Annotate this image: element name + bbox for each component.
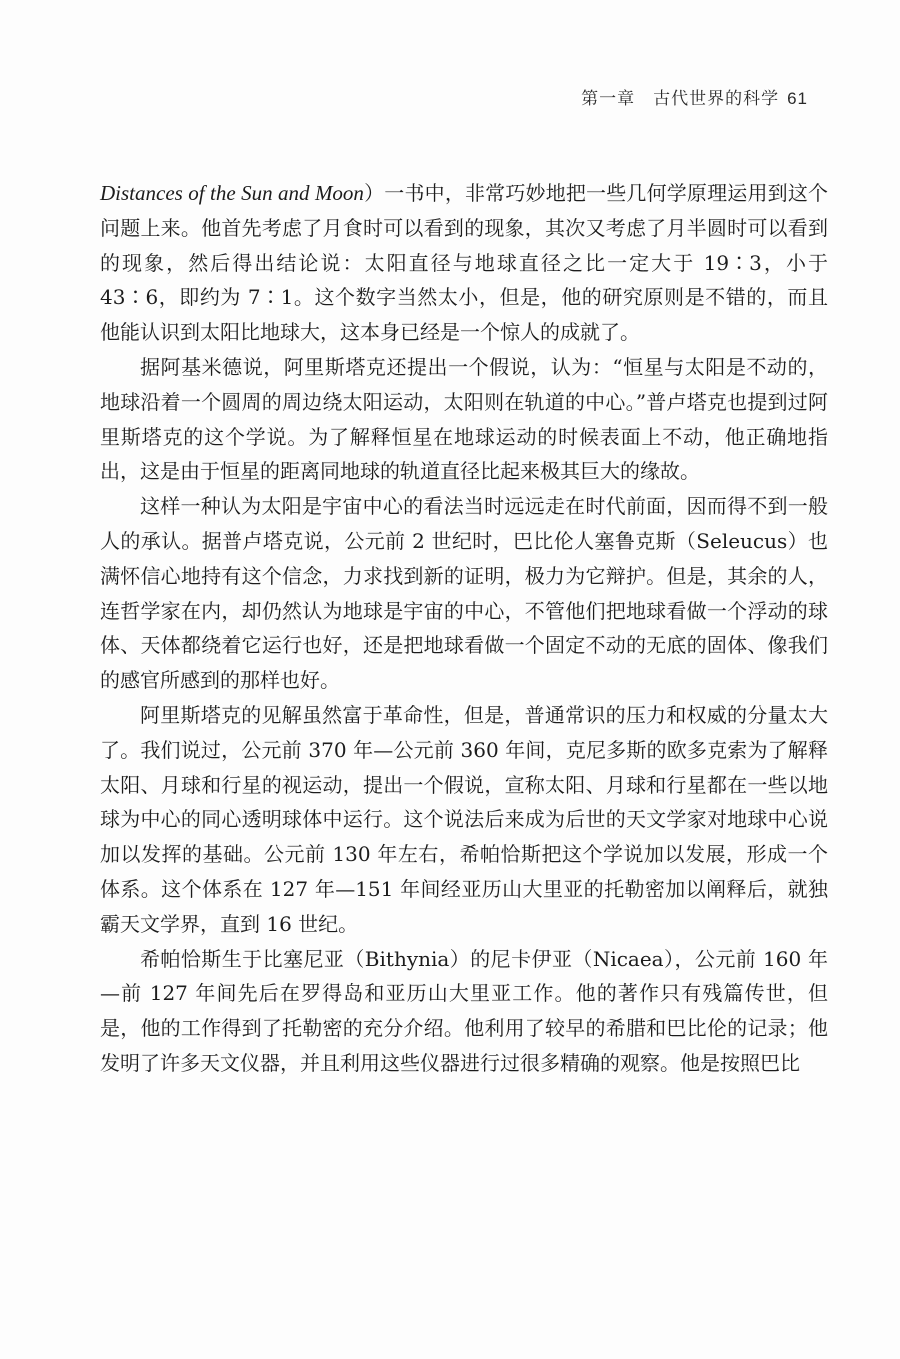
chapter-title: 古代世界的科学: [653, 89, 780, 109]
page-number: 61: [787, 89, 808, 108]
paragraph-3: 这样一种认为太阳是宇宙中心的看法当时远远走在时代前面，因而得不到一般人的承认。据普卢塔克说，公元前 2 世纪时，巴比伦人塞鲁克斯（Seleucus）也满怀信心地持有这个信念，力求找到新的证明，极力为它辩护。但是，其余的人，连哲学家在内，却仍然认为地球是宇宙的中心，不管他们把地球看做一个浮动的球体、天体都绕着它运行也好，还是把地球看做一个固定不动的无底的固体、像我们的感官所感到的那样也好。: [100, 494, 828, 693]
running-head: [581, 84, 808, 109]
chapter-label: 第一章: [581, 89, 636, 109]
paragraph-2: 据阿基米德说，阿里斯塔克还提出一个假说，认为：“恒星与太阳是不动的，地球沿着一个圆周的周边绕太阳运动，太阳则在轨道的中心。”普卢塔克也提到过阿里斯塔克的这个学说。为了解释恒星在地球运动的时候表面上不动，他正确地指出，这是由于恒星的距离同地球的轨道直径比起来极其巨大的缘故。: [100, 354, 828, 484]
paragraph-1-text: ）一书中，非常巧妙地把一些几何学原理运用到这个问题上来。他首先考虑了月食时可以看到的现象，其次又考虑了月半圆时可以看到的现象，然后得出结论说：太阳直径与地球直径之比一定大于 19∶3，小于 43∶6，即约为 7∶1。这个数字当然太小，但是，他的研究原则是不错的，而且他能认识到太阳比地球大，这本身已经是一个惊人的成就了。: [100, 181, 828, 345]
paragraph-1: [100, 176, 828, 350]
paragraph-4: 阿里斯塔克的见解虽然富于革命性，但是，普通常识的压力和权威的分量太大了。我们说过，公元前 370 年—公元前 360 年间，克尼多斯的欧多克索为了解释太阳、月球和行星的视运动，提出一个假说，宣称太阳、月球和行星都在一些以地球为中心的同心透明球体中运行。这个说法后来成为后世的天文学家对地球中心说加以发挥的基础。公元前 130 年左右，希帕恰斯把这个学说加以发展，形成一个体系。这个体系在 127 年—151 年间经亚历山大里亚的托勒密加以阐释后，就独霸天文学界，直到 16 世纪。: [100, 702, 828, 936]
paragraph-5: 希帕恰斯生于比塞尼亚（Bithynia）的尼卡伊亚（Nicaea），公元前 160 年—前 127 年间先后在罗得岛和亚历山大里亚工作。他的著作只有残篇传世，但是，他的工作得到了托勒密的充分介绍。他利用了较早的希腊和巴比伦的记录；他发明了许多天文仪器，并且利用这些仪器进行过很多精确的观察。他是按照巴比: [100, 946, 828, 1075]
body-text: [100, 176, 828, 1081]
book-title-italic: Distances of the Sun and Moon: [100, 181, 364, 205]
